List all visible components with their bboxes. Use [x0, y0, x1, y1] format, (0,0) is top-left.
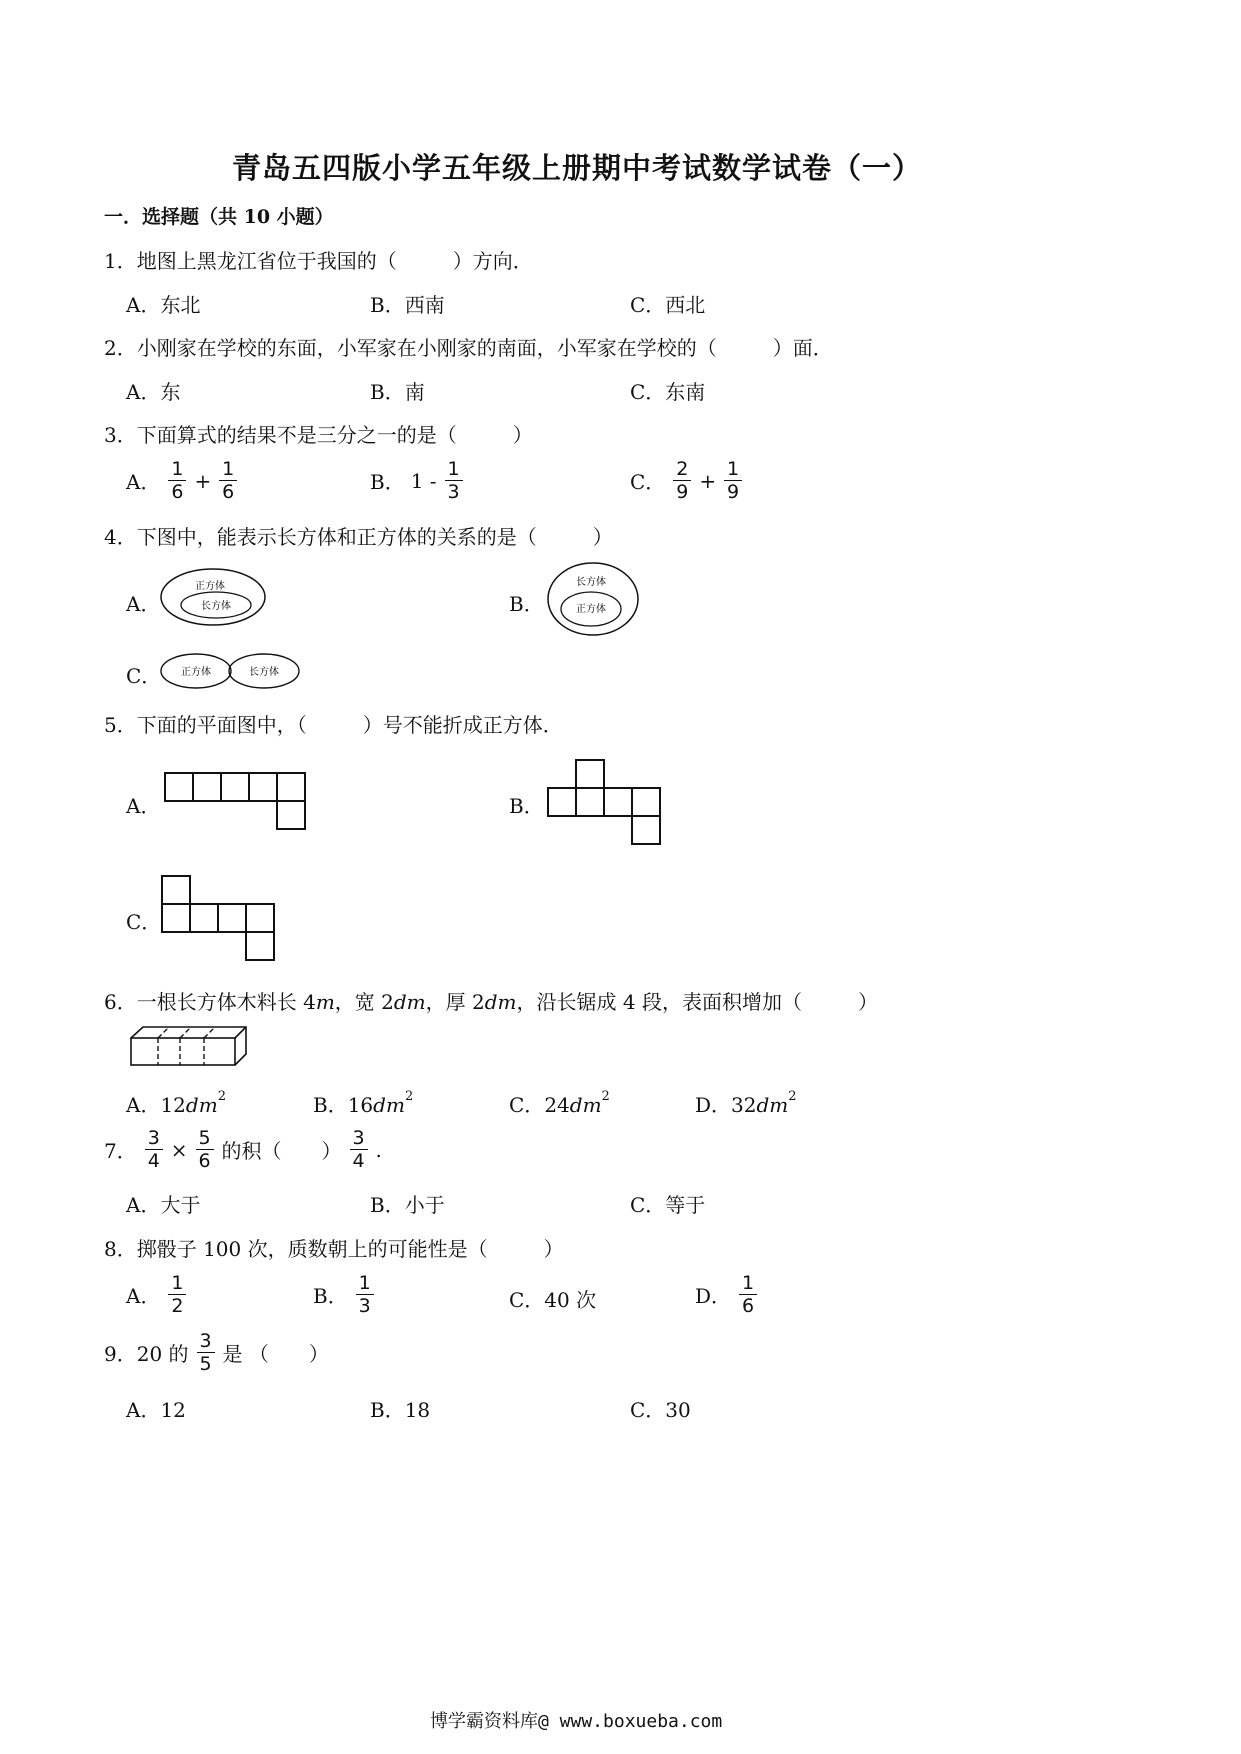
fraction	[196, 1127, 214, 1172]
q5-cube-net-a	[163, 771, 309, 833]
fraction	[168, 1272, 186, 1317]
q9-option-c: C．30	[630, 1398, 691, 1422]
question-3-stem: 3．下面算式的结果不是三分之一的是（	[104, 423, 457, 447]
exponent: 2	[404, 1089, 414, 1104]
q6-option-d	[695, 1089, 797, 1118]
q3-option-c	[630, 458, 744, 503]
numerator: 3	[352, 1127, 365, 1149]
venn-left-label: 正方体	[181, 667, 211, 678]
venn-inner-label: 正方体	[576, 604, 606, 615]
numerator: 1	[171, 458, 184, 480]
numerator: 3	[147, 1127, 160, 1149]
page-title: 青岛五四版小学五年级上册期中考试数学试卷（一）	[232, 151, 923, 185]
numerator: 1	[222, 458, 235, 480]
period: .	[375, 1137, 382, 1162]
q5-cube-net-b	[546, 758, 664, 848]
option-label: D．	[695, 1284, 732, 1308]
q6-cuboid-figure	[128, 1023, 252, 1069]
exponent: 2	[217, 1089, 226, 1104]
whole-part: 1 -	[410, 468, 437, 493]
q8-option-d	[695, 1272, 759, 1317]
fraction	[145, 1127, 163, 1172]
denominator: 3	[358, 1295, 371, 1317]
option-value: 16	[347, 1093, 374, 1117]
unit: dm	[569, 1093, 602, 1117]
footer-watermark: 博学霸资料库@ www.boxueba.com	[430, 1711, 723, 1732]
q1-option-b: B．西南	[370, 293, 445, 317]
fraction	[356, 1272, 374, 1317]
venn-right-label: 长方体	[249, 667, 279, 678]
q7-option-a: A．大于	[126, 1193, 201, 1217]
question-8-stem-end: ）	[543, 1237, 564, 1261]
question-2	[104, 332, 833, 361]
question-number: 7．	[104, 1139, 137, 1163]
denominator: 4	[147, 1150, 160, 1172]
fraction	[219, 458, 237, 503]
section-heading: 一．选择题（共 10 小题）	[104, 206, 334, 228]
q2-option-b: B．南	[370, 380, 425, 404]
q3-option-b	[370, 458, 465, 503]
q6-option-b	[313, 1089, 413, 1118]
denominator: 9	[676, 481, 689, 503]
denominator: 6	[171, 481, 184, 503]
q8-option-a	[126, 1272, 188, 1317]
q5-option-c-label: C．	[126, 910, 162, 934]
fraction	[724, 458, 742, 503]
option-value: 32	[731, 1093, 757, 1117]
question-1-stem-end: ）方向．	[452, 249, 533, 273]
fraction	[350, 1127, 368, 1172]
numerator: 3	[199, 1330, 212, 1352]
denominator: 4	[352, 1150, 365, 1172]
numerator: 1	[358, 1272, 371, 1294]
numerator: 2	[676, 458, 689, 480]
option-label: A．	[126, 1284, 161, 1308]
question-3	[104, 419, 533, 448]
question-6-stem: ，宽 2	[334, 990, 394, 1014]
q7-option-c: C．等于	[630, 1193, 706, 1217]
numerator: 5	[198, 1127, 211, 1149]
question-1-stem: 1．地图上黑龙江省位于我国的（	[104, 249, 397, 273]
question-3-stem-end: ）	[512, 423, 533, 447]
fraction	[673, 458, 691, 503]
q2-option-a: A．东	[126, 380, 181, 404]
unit: dm	[373, 1093, 405, 1117]
question-6-stem: 6．一根长方体木料长 4	[104, 990, 316, 1014]
unit: dm	[484, 990, 517, 1014]
q6-option-a	[126, 1089, 226, 1118]
question-9-stem: ）	[308, 1342, 329, 1366]
question-5-stem: 5．下面的平面图中，（	[104, 713, 307, 737]
question-4	[104, 521, 613, 550]
fraction	[197, 1330, 215, 1375]
q8-option-c: C．40 次	[509, 1288, 597, 1312]
option-label: D．	[695, 1093, 732, 1117]
question-7-stem: ）	[321, 1139, 342, 1163]
venn-outer-label: 正方体	[195, 581, 225, 592]
denominator: 6	[198, 1150, 211, 1172]
option-label: B．	[313, 1284, 348, 1308]
numerator: 1	[171, 1272, 184, 1294]
plus-sign: +	[194, 468, 212, 493]
venn-outer-label: 长方体	[576, 577, 606, 588]
question-6-stem: ，沿长锯成 4 段，表面积增加（	[516, 990, 802, 1014]
q1-option-c: C．西北	[630, 293, 706, 317]
numerator: 1	[447, 458, 460, 480]
q4-option-b-label: B．	[509, 592, 544, 616]
question-1	[104, 245, 533, 274]
numerator: 1	[727, 458, 740, 480]
q9-option-b: B．18	[370, 1398, 431, 1422]
denominator: 3	[447, 481, 460, 503]
q4-option-c-label: C．	[126, 664, 162, 688]
exponent: 2	[788, 1089, 797, 1104]
option-label: A．	[126, 1093, 161, 1117]
q5-option-a-label: A．	[126, 794, 161, 818]
question-6	[104, 986, 878, 1015]
question-6-stem-end: ）	[857, 990, 878, 1014]
question-4-stem-end: ）	[592, 525, 613, 549]
times-sign: ×	[170, 1137, 188, 1162]
option-value: 24	[544, 1093, 570, 1117]
fraction	[739, 1272, 757, 1317]
question-6-stem: ，厚 2	[425, 990, 485, 1014]
venn-inner-label: 长方体	[201, 601, 231, 612]
q7-option-b: B．小于	[370, 1193, 445, 1217]
q4-venn-diagram-c	[158, 650, 304, 692]
question-8	[104, 1233, 564, 1262]
q5-cube-net-c	[160, 874, 278, 964]
option-label: B．	[370, 470, 405, 494]
unit: dm	[393, 990, 426, 1014]
question-9-stem: 9．20 的	[104, 1342, 189, 1366]
denominator: 5	[199, 1353, 212, 1375]
question-9	[104, 1330, 329, 1375]
fraction	[445, 458, 463, 503]
q4-option-a-label: A．	[126, 592, 161, 616]
question-5	[104, 709, 563, 738]
q6-option-c	[509, 1089, 610, 1118]
unit: m	[315, 990, 335, 1014]
question-5-stem-end: ）号不能折成正方体．	[362, 713, 563, 737]
question-2-stem-end: ）面．	[772, 336, 833, 360]
question-2-stem: 2．小刚家在学校的东面，小军家在小刚家的南面，小军家在学校的（	[104, 336, 717, 360]
option-value: 12	[160, 1093, 186, 1117]
question-7-stem: 的积（	[221, 1139, 282, 1163]
q2-option-c: C．东南	[630, 380, 706, 404]
q9-option-a: A．12	[126, 1398, 186, 1422]
denominator: 6	[742, 1295, 755, 1317]
numerator: 1	[742, 1272, 755, 1294]
option-label: C．	[509, 1093, 545, 1117]
option-label: A．	[126, 470, 161, 494]
q4-venn-diagram-a	[158, 566, 268, 628]
exponent: 2	[601, 1089, 610, 1104]
denominator: 2	[171, 1295, 184, 1317]
q1-option-a: A．东北	[126, 293, 201, 317]
question-8-stem: 8．掷骰子 100 次，质数朝上的可能性是（	[104, 1237, 488, 1261]
question-9-stem: 是 （	[222, 1342, 269, 1366]
q4-venn-diagram-b	[545, 560, 641, 638]
denominator: 6	[222, 481, 235, 503]
fraction	[168, 458, 186, 503]
option-label: C．	[630, 470, 666, 494]
q8-option-b	[313, 1272, 376, 1317]
plus-sign: +	[699, 468, 717, 493]
q5-option-b-label: B．	[509, 794, 544, 818]
denominator: 9	[727, 481, 740, 503]
question-4-stem: 4．下图中，能表示长方体和正方体的关系的是（	[104, 525, 537, 549]
option-label: B．	[313, 1093, 348, 1117]
unit: dm	[756, 1093, 789, 1117]
question-7	[104, 1127, 382, 1172]
q3-option-a	[126, 458, 239, 503]
unit: dm	[185, 1093, 218, 1117]
